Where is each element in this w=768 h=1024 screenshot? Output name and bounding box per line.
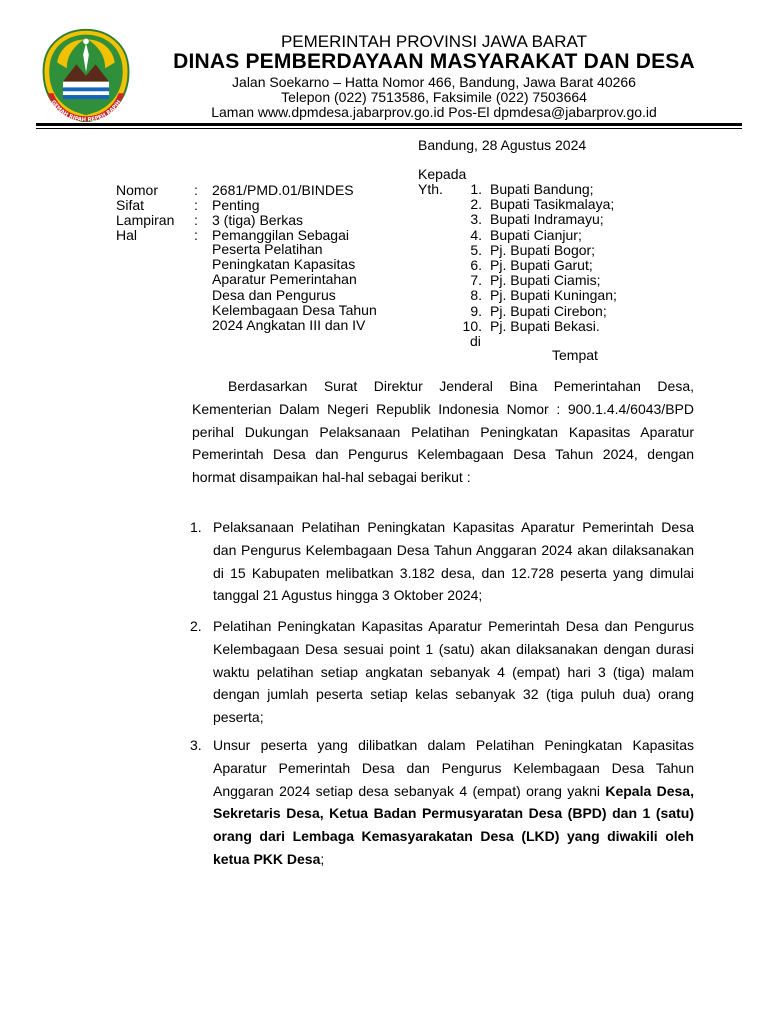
recipient-list [460, 182, 700, 334]
point-number: 2. [190, 618, 202, 634]
yth-label: Yth. [418, 181, 443, 197]
subject-line: Peningkatan Kapasitas [212, 256, 356, 273]
intro-paragraph: Berdasarkan Surat Direktur Jenderal Bina Pemerintahan Desa, Kementerian Dalam Negeri Republik Indonesia Nomor : 900.1.4.4/6043/BPD perihal Dukungan Pelaksanaan Pelatihan Peningkatan Kapasitas Aparatur Pemerintah Desa dan Pengurus Kelembagaan Desa Tahun 2024, dengan hormat disampaikan hal-hal sebagai berikut : [192, 378, 694, 486]
point-item [190, 615, 694, 729]
recipient-item: 6. Pj. Bupati Garut; [470, 256, 593, 273]
agency-web-email: Laman www.dpmdesa.jabarprov.go.id Pos-El dpmdesa@jabarprov.go.id [211, 104, 657, 120]
point-text: Pelatihan Peningkatan Kapasitas Aparatur Pemerintah Desa dan Pengurus Kelembagaan Desa sesuai point 1 (satu) akan dilaksanakan dengan durasi waktu pelatihan setiap angkatan sebanyak 4 (empat) hari 3 (tiga) malam dengan jumlah peserta setiap kelas sebanyak 32 (tiga puluh dua) orang peserta; [213, 618, 694, 726]
recipient-item: 10. Pj. Bupati Bekasi. [462, 317, 600, 334]
recipient-item: 9. Pj. Bupati Cirebon; [470, 302, 607, 319]
meta-value: 3 (tiga) Berkas [212, 212, 304, 228]
tempat-label: Tempat [552, 347, 598, 363]
recipient-item: 7. Pj. Bupati Ciamis; [470, 272, 601, 289]
meta-colon: : [194, 212, 198, 228]
meta-label: Hal [116, 227, 138, 243]
meta-value: 2681/PMD.01/BINDES [212, 182, 354, 198]
letterhead-rule-thick [36, 123, 742, 126]
point-number: 3. [190, 737, 202, 753]
subject-line: Peserta Pelatihan [212, 241, 323, 257]
letterhead-rule-thin [36, 128, 742, 129]
recipient-item: 4. Bupati Cianjur; [470, 226, 582, 243]
point-text: Pelaksanaan Pelatihan Peningkatan Kapasitas Aparatur Pemerintah Desa dan Pengurus Kelembagaan Desa Tahun Anggaran 2024 akan dilaksanakan di 15 Kabupaten melibatkan 3.182 desa, dan 12.728 peserta yang dimulai tanggal 21 Agustus hingga 3 Oktober 2024; [213, 519, 694, 604]
svg-text:GEMAH RIPAH REPEH RAPIH: GEMAH RIPAH REPEH RAPIH [49, 99, 123, 122]
point-text-end: ; [320, 850, 325, 867]
subject-line: Aparatur Pemerintahan [212, 271, 357, 288]
subject-line: 2024 Angkatan III dan IV [212, 317, 366, 334]
agency-name: DINAS PEMBERDAYAAN MASYARAKAT DAN DESA [173, 50, 695, 73]
subject-continuation [212, 242, 377, 333]
recipient-item: 1. Bupati Bandung; [470, 181, 594, 197]
point-text-bold: Kepala Desa, Sekretaris Desa, Ketua Badan Permusyaratan Desa (BPD) dan 1 (satu) orang dari Lembaga Kemasyarakatan Desa (LKD) yang diwakili oleh ketua PKK Desa [213, 782, 694, 867]
kepada-label: Kepada [418, 166, 467, 182]
recipient-item: 5. Pj. Bupati Bogor; [470, 241, 596, 258]
jawa-barat-emblem-logo [38, 26, 134, 122]
point-text-plain: Unsur peserta yang dilibatkan dalam Pelatihan Peningkatan Kapasitas Aparatur Pemerintah Desa dan Pengurus Kelembagaan Desa Tahun Anggaran 2024 setiap desa sebanyak 4 (empat) orang yakni [213, 737, 694, 799]
agency-phone: Telepon (022) 7513586, Faksimile (022) 7503664 [281, 89, 587, 105]
agency-address: Jalan Soekarno – Hatta Nomor 466, Bandung, Jawa Barat 40266 [232, 74, 636, 90]
recipient-item: 8. Pj. Bupati Kuningan; [470, 287, 617, 304]
recipient-item: 3. Bupati Indramayu; [470, 211, 604, 228]
meta-label: Nomor [116, 182, 159, 198]
meta-value: Pemanggilan Sebagai [212, 227, 349, 243]
point-text [213, 734, 694, 871]
subject-line: Kelembagaan Desa Tahun [212, 301, 377, 318]
meta-colon: : [194, 197, 198, 213]
point-item [190, 734, 694, 871]
place-date: Bandung, 28 Agustus 2024 [418, 137, 587, 153]
meta-label: Sifat [116, 197, 145, 213]
point-item [190, 516, 694, 607]
meta-colon: : [194, 182, 198, 198]
recipient-item: 2. Bupati Tasikmalaya; [470, 196, 615, 213]
subject-line: Desa dan Pengurus [212, 286, 336, 303]
point-number: 1. [190, 519, 202, 535]
meta-value: Penting [212, 197, 260, 213]
province-name: PEMERINTAH PROVINSI JAWA BARAT [280, 32, 588, 51]
di-label: di [470, 333, 481, 349]
meta-label: Lampiran [116, 212, 175, 228]
meta-colon: : [194, 227, 198, 243]
